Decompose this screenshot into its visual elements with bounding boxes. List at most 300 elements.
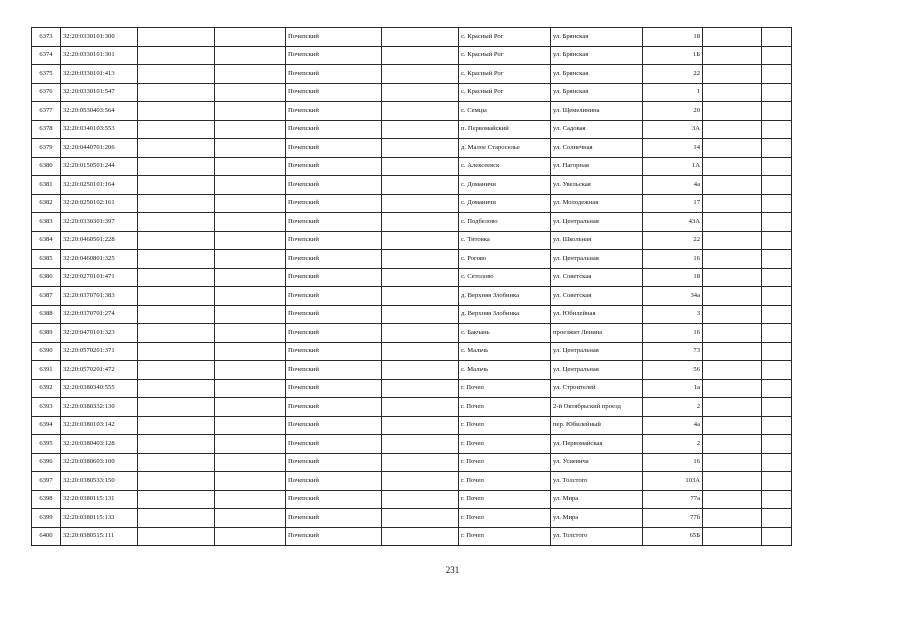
cell-cadastral-number: 32:20:0330101:413 bbox=[61, 65, 138, 84]
cell-empty-col-10 bbox=[703, 287, 762, 306]
cell-district: Почепский bbox=[286, 398, 382, 417]
cell-empty-col-4 bbox=[215, 324, 286, 343]
cell-empty-col-4 bbox=[215, 157, 286, 176]
cell-row-number: 6386 bbox=[32, 268, 61, 287]
cell-house-number: 17 bbox=[643, 194, 703, 213]
cell-row-number: 6395 bbox=[32, 435, 61, 454]
cell-empty-col-4 bbox=[215, 120, 286, 139]
cell-empty-col-10 bbox=[703, 65, 762, 84]
table-row bbox=[32, 342, 792, 361]
cell-cadastral-number: 32:20:0370701:274 bbox=[61, 305, 138, 324]
cell-settlement: с. Красный Рог bbox=[459, 65, 551, 84]
cell-empty-col-3 bbox=[138, 379, 215, 398]
cell-row-number: 6378 bbox=[32, 120, 61, 139]
cell-empty-col-10 bbox=[703, 139, 762, 158]
cell-empty-col-10 bbox=[703, 213, 762, 232]
cell-settlement: с. Красный Рог bbox=[459, 28, 551, 47]
cell-empty-col-6 bbox=[382, 231, 459, 250]
cell-row-number: 6382 bbox=[32, 194, 61, 213]
cell-cadastral-number: 32:20:0570201:472 bbox=[61, 361, 138, 380]
cell-district: Почепский bbox=[286, 176, 382, 195]
cell-street: ул. Солнечная bbox=[551, 139, 643, 158]
cell-street: ул. Центральная bbox=[551, 342, 643, 361]
cell-street: ул. Толстого bbox=[551, 472, 643, 491]
cell-settlement: г. Почеп bbox=[459, 379, 551, 398]
cell-house-number: 22 bbox=[643, 65, 703, 84]
cell-district: Почепский bbox=[286, 509, 382, 528]
cell-empty-col-3 bbox=[138, 28, 215, 47]
cell-empty-col-11 bbox=[762, 379, 792, 398]
cell-street: ул. Центральная bbox=[551, 361, 643, 380]
cell-empty-col-3 bbox=[138, 472, 215, 491]
table-row bbox=[32, 213, 792, 232]
table-row bbox=[32, 28, 792, 47]
cell-house-number: 16 bbox=[643, 453, 703, 472]
cell-street: ул. Центральная bbox=[551, 250, 643, 269]
cell-empty-col-6 bbox=[382, 194, 459, 213]
cell-empty-col-11 bbox=[762, 361, 792, 380]
cell-cadastral-number: 32:20:0470101:323 bbox=[61, 324, 138, 343]
table-row bbox=[32, 305, 792, 324]
cell-house-number: 18 bbox=[643, 268, 703, 287]
cell-settlement: с. Мальчь bbox=[459, 361, 551, 380]
cell-row-number: 6377 bbox=[32, 102, 61, 121]
cell-row-number: 6373 bbox=[32, 28, 61, 47]
cell-empty-col-3 bbox=[138, 157, 215, 176]
cell-empty-col-11 bbox=[762, 472, 792, 491]
cell-cadastral-number: 32:20:0570201:371 bbox=[61, 342, 138, 361]
cell-street: ул. Юбилейная bbox=[551, 305, 643, 324]
cell-street: ул. Строителей bbox=[551, 379, 643, 398]
cell-empty-col-6 bbox=[382, 28, 459, 47]
cell-empty-col-4 bbox=[215, 28, 286, 47]
cell-district: Почепский bbox=[286, 379, 382, 398]
cell-empty-col-3 bbox=[138, 490, 215, 509]
cell-settlement: с. Семцы bbox=[459, 102, 551, 121]
cell-empty-col-10 bbox=[703, 250, 762, 269]
cell-house-number: 73 bbox=[643, 342, 703, 361]
cell-empty-col-4 bbox=[215, 453, 286, 472]
cell-district: Почепский bbox=[286, 305, 382, 324]
cell-empty-col-11 bbox=[762, 342, 792, 361]
table-row bbox=[32, 139, 792, 158]
cell-house-number: 1А bbox=[643, 157, 703, 176]
cell-empty-col-10 bbox=[703, 305, 762, 324]
cell-district: Почепский bbox=[286, 287, 382, 306]
cell-house-number: 14 bbox=[643, 139, 703, 158]
cell-empty-col-6 bbox=[382, 250, 459, 269]
cell-settlement: д. Верхняя Злобинка bbox=[459, 305, 551, 324]
cell-empty-col-4 bbox=[215, 398, 286, 417]
cell-street: ул. Нагорная bbox=[551, 157, 643, 176]
cell-district: Почепский bbox=[286, 453, 382, 472]
cell-settlement: д. Малое Староселье bbox=[459, 139, 551, 158]
cell-street: ул. Брянская bbox=[551, 28, 643, 47]
cell-empty-col-4 bbox=[215, 379, 286, 398]
cell-house-number: 1а bbox=[643, 379, 703, 398]
cell-empty-col-11 bbox=[762, 83, 792, 102]
cell-district: Почепский bbox=[286, 213, 382, 232]
cell-empty-col-4 bbox=[215, 509, 286, 528]
cell-empty-col-4 bbox=[215, 250, 286, 269]
cell-settlement: г. Почеп bbox=[459, 509, 551, 528]
cell-settlement: г. Почеп bbox=[459, 472, 551, 491]
cell-house-number: 1 bbox=[643, 83, 703, 102]
cell-empty-col-11 bbox=[762, 435, 792, 454]
cell-empty-col-11 bbox=[762, 527, 792, 546]
table-row bbox=[32, 324, 792, 343]
cell-empty-col-3 bbox=[138, 120, 215, 139]
cell-empty-col-6 bbox=[382, 268, 459, 287]
cell-street: ул. Увельская bbox=[551, 176, 643, 195]
cell-street: ул. Молодежная bbox=[551, 194, 643, 213]
cell-empty-col-10 bbox=[703, 453, 762, 472]
cell-empty-col-10 bbox=[703, 416, 762, 435]
register-table-body bbox=[32, 28, 792, 546]
cell-cadastral-number: 32:20:0380603:100 bbox=[61, 453, 138, 472]
cell-street: ул. Садовая bbox=[551, 120, 643, 139]
cell-row-number: 6375 bbox=[32, 65, 61, 84]
cell-empty-col-4 bbox=[215, 213, 286, 232]
cell-empty-col-6 bbox=[382, 342, 459, 361]
cell-street: ул. Советская bbox=[551, 287, 643, 306]
cell-district: Почепский bbox=[286, 435, 382, 454]
cell-empty-col-6 bbox=[382, 527, 459, 546]
table-row bbox=[32, 509, 792, 528]
cell-settlement: с. Бакчань bbox=[459, 324, 551, 343]
cell-district: Почепский bbox=[286, 28, 382, 47]
table-row bbox=[32, 435, 792, 454]
cell-empty-col-10 bbox=[703, 324, 762, 343]
cell-empty-col-4 bbox=[215, 268, 286, 287]
cell-district: Почепский bbox=[286, 231, 382, 250]
cell-settlement: г. Почеп bbox=[459, 435, 551, 454]
cell-empty-col-3 bbox=[138, 398, 215, 417]
cell-empty-col-11 bbox=[762, 416, 792, 435]
cell-empty-col-4 bbox=[215, 305, 286, 324]
table-row bbox=[32, 65, 792, 84]
cell-cadastral-number: 32:20:0380115:131 bbox=[61, 490, 138, 509]
cell-empty-col-10 bbox=[703, 46, 762, 65]
cell-street: ул. Школьная bbox=[551, 231, 643, 250]
cell-empty-col-4 bbox=[215, 490, 286, 509]
cell-empty-col-3 bbox=[138, 416, 215, 435]
table-row bbox=[32, 231, 792, 250]
register-table bbox=[31, 27, 792, 546]
cell-empty-col-6 bbox=[382, 453, 459, 472]
cell-settlement: г. Почеп bbox=[459, 453, 551, 472]
cell-empty-col-6 bbox=[382, 46, 459, 65]
cell-street: ул. Центральная bbox=[551, 213, 643, 232]
cell-empty-col-10 bbox=[703, 342, 762, 361]
cell-row-number: 6396 bbox=[32, 453, 61, 472]
cell-district: Почепский bbox=[286, 120, 382, 139]
cell-row-number: 6391 bbox=[32, 361, 61, 380]
cell-row-number: 6398 bbox=[32, 490, 61, 509]
cell-empty-col-10 bbox=[703, 102, 762, 121]
cell-settlement: с. Рогово bbox=[459, 250, 551, 269]
cell-row-number: 6400 bbox=[32, 527, 61, 546]
cell-street: ул. Усиевича bbox=[551, 453, 643, 472]
cell-house-number: 3А bbox=[643, 120, 703, 139]
cell-cadastral-number: 32:20:0330301:397 bbox=[61, 213, 138, 232]
cell-empty-col-3 bbox=[138, 305, 215, 324]
table-row bbox=[32, 527, 792, 546]
cell-settlement: с. Красный Рог bbox=[459, 46, 551, 65]
cell-row-number: 6376 bbox=[32, 83, 61, 102]
cell-empty-col-11 bbox=[762, 28, 792, 47]
table-row bbox=[32, 102, 792, 121]
cell-cadastral-number: 32:20:0250102:161 bbox=[61, 194, 138, 213]
cell-street: ул. Брянская bbox=[551, 83, 643, 102]
cell-empty-col-6 bbox=[382, 83, 459, 102]
cell-street: ул. Брянская bbox=[551, 46, 643, 65]
cell-empty-col-10 bbox=[703, 120, 762, 139]
cell-empty-col-11 bbox=[762, 305, 792, 324]
cell-empty-col-11 bbox=[762, 120, 792, 139]
cell-settlement: г. Почеп bbox=[459, 398, 551, 417]
cell-empty-col-3 bbox=[138, 231, 215, 250]
cell-empty-col-4 bbox=[215, 65, 286, 84]
table-row bbox=[32, 268, 792, 287]
cell-cadastral-number: 32:20:0380533:150 bbox=[61, 472, 138, 491]
cell-district: Почепский bbox=[286, 250, 382, 269]
cell-empty-col-11 bbox=[762, 194, 792, 213]
cell-empty-col-10 bbox=[703, 435, 762, 454]
cell-empty-col-11 bbox=[762, 398, 792, 417]
cell-cadastral-number: 32:20:0150501:244 bbox=[61, 157, 138, 176]
cell-empty-col-6 bbox=[382, 361, 459, 380]
cell-empty-col-4 bbox=[215, 472, 286, 491]
cell-empty-col-4 bbox=[215, 139, 286, 158]
cell-house-number: 4а bbox=[643, 176, 703, 195]
cell-empty-col-11 bbox=[762, 46, 792, 65]
cell-empty-col-10 bbox=[703, 157, 762, 176]
cell-row-number: 6380 bbox=[32, 157, 61, 176]
cell-empty-col-4 bbox=[215, 416, 286, 435]
table-row bbox=[32, 361, 792, 380]
cell-empty-col-11 bbox=[762, 65, 792, 84]
cell-cadastral-number: 32:20:0340103:553 bbox=[61, 120, 138, 139]
cell-street: ул. Мира bbox=[551, 490, 643, 509]
cell-empty-col-10 bbox=[703, 83, 762, 102]
cell-empty-col-4 bbox=[215, 194, 286, 213]
cell-empty-col-3 bbox=[138, 250, 215, 269]
cell-row-number: 6388 bbox=[32, 305, 61, 324]
cell-settlement: г. Почеп bbox=[459, 490, 551, 509]
cell-empty-col-6 bbox=[382, 65, 459, 84]
cell-row-number: 6393 bbox=[32, 398, 61, 417]
cell-empty-col-10 bbox=[703, 527, 762, 546]
cell-empty-col-11 bbox=[762, 490, 792, 509]
cell-empty-col-3 bbox=[138, 139, 215, 158]
cell-empty-col-10 bbox=[703, 176, 762, 195]
cell-street: ул. Брянская bbox=[551, 65, 643, 84]
cell-empty-col-11 bbox=[762, 176, 792, 195]
cell-house-number: 4а bbox=[643, 416, 703, 435]
cell-empty-col-10 bbox=[703, 472, 762, 491]
cell-row-number: 6394 bbox=[32, 416, 61, 435]
cell-street: пер. Юбилейный bbox=[551, 416, 643, 435]
cell-house-number: 103А bbox=[643, 472, 703, 491]
cell-empty-col-4 bbox=[215, 176, 286, 195]
cell-settlement: с. Сетолово bbox=[459, 268, 551, 287]
cell-empty-col-3 bbox=[138, 527, 215, 546]
cell-empty-col-10 bbox=[703, 268, 762, 287]
cell-row-number: 6390 bbox=[32, 342, 61, 361]
cell-empty-col-11 bbox=[762, 268, 792, 287]
cell-cadastral-number: 32:20:0250101:164 bbox=[61, 176, 138, 195]
cell-row-number: 6383 bbox=[32, 213, 61, 232]
cell-empty-col-6 bbox=[382, 324, 459, 343]
cell-empty-col-6 bbox=[382, 435, 459, 454]
cell-row-number: 6399 bbox=[32, 509, 61, 528]
cell-empty-col-3 bbox=[138, 194, 215, 213]
cell-empty-col-3 bbox=[138, 435, 215, 454]
cell-empty-col-4 bbox=[215, 527, 286, 546]
table-row bbox=[32, 490, 792, 509]
cell-settlement: с. Алексеевск bbox=[459, 157, 551, 176]
cell-empty-col-6 bbox=[382, 509, 459, 528]
cell-district: Почепский bbox=[286, 490, 382, 509]
cell-empty-col-10 bbox=[703, 398, 762, 417]
cell-cadastral-number: 32:20:0380515:111 bbox=[61, 527, 138, 546]
cell-street: проезжит Ленина bbox=[551, 324, 643, 343]
cell-empty-col-6 bbox=[382, 379, 459, 398]
cell-settlement: с. Титовка bbox=[459, 231, 551, 250]
cell-district: Почепский bbox=[286, 83, 382, 102]
cell-empty-col-4 bbox=[215, 287, 286, 306]
cell-empty-col-11 bbox=[762, 453, 792, 472]
cell-empty-col-3 bbox=[138, 342, 215, 361]
cell-row-number: 6389 bbox=[32, 324, 61, 343]
cell-street: ул. Толстого bbox=[551, 527, 643, 546]
cell-street: ул. Щемелинина bbox=[551, 102, 643, 121]
cell-empty-col-4 bbox=[215, 83, 286, 102]
cell-row-number: 6374 bbox=[32, 46, 61, 65]
cell-empty-col-10 bbox=[703, 231, 762, 250]
cell-house-number: 16 bbox=[643, 250, 703, 269]
cell-street: ул. Мира bbox=[551, 509, 643, 528]
page-number: 231 bbox=[445, 565, 460, 575]
cell-row-number: 6379 bbox=[32, 139, 61, 158]
cell-empty-col-3 bbox=[138, 83, 215, 102]
cell-settlement: д. Верхняя Злобинка bbox=[459, 287, 551, 306]
cell-empty-col-3 bbox=[138, 268, 215, 287]
cell-settlement: с. Доманичи bbox=[459, 194, 551, 213]
cell-empty-col-6 bbox=[382, 176, 459, 195]
table-row bbox=[32, 46, 792, 65]
cell-empty-col-10 bbox=[703, 509, 762, 528]
cell-empty-col-6 bbox=[382, 287, 459, 306]
cell-street: ул. Советская bbox=[551, 268, 643, 287]
cell-cadastral-number: 32:20:0460501:228 bbox=[61, 231, 138, 250]
cell-empty-col-4 bbox=[215, 46, 286, 65]
cell-empty-col-11 bbox=[762, 213, 792, 232]
cell-empty-col-4 bbox=[215, 231, 286, 250]
cell-district: Почепский bbox=[286, 46, 382, 65]
cell-cadastral-number: 32:20:0380115:133 bbox=[61, 509, 138, 528]
cell-house-number: 77б bbox=[643, 509, 703, 528]
cell-empty-col-6 bbox=[382, 398, 459, 417]
cell-empty-col-10 bbox=[703, 490, 762, 509]
cell-settlement: с. Мальчь bbox=[459, 342, 551, 361]
cell-settlement: с. Красный Рог bbox=[459, 83, 551, 102]
cell-cadastral-number: 32:20:0380103:142 bbox=[61, 416, 138, 435]
cell-cadastral-number: 32:20:0380340:555 bbox=[61, 379, 138, 398]
cell-empty-col-11 bbox=[762, 102, 792, 121]
cell-cadastral-number: 32:20:0330101:547 bbox=[61, 83, 138, 102]
cell-row-number: 6387 bbox=[32, 287, 61, 306]
cell-row-number: 6392 bbox=[32, 379, 61, 398]
cell-house-number: 34а bbox=[643, 287, 703, 306]
cell-empty-col-6 bbox=[382, 472, 459, 491]
cell-empty-col-6 bbox=[382, 139, 459, 158]
table-row bbox=[32, 453, 792, 472]
cell-empty-col-3 bbox=[138, 65, 215, 84]
cell-empty-col-3 bbox=[138, 102, 215, 121]
cell-cadastral-number: 32:20:0380332:130 bbox=[61, 398, 138, 417]
cell-settlement: с. Подбелово bbox=[459, 213, 551, 232]
cell-settlement: с. Доманичи bbox=[459, 176, 551, 195]
cell-house-number: 2 bbox=[643, 398, 703, 417]
cell-settlement: п. Первомайский bbox=[459, 120, 551, 139]
cell-empty-col-4 bbox=[215, 435, 286, 454]
cell-district: Почепский bbox=[286, 527, 382, 546]
cell-empty-col-4 bbox=[215, 361, 286, 380]
cell-cadastral-number: 32:20:0330101:300 bbox=[61, 28, 138, 47]
cell-house-number: 56 bbox=[643, 361, 703, 380]
cell-empty-col-11 bbox=[762, 509, 792, 528]
cell-house-number: 20 bbox=[643, 102, 703, 121]
cell-empty-col-3 bbox=[138, 509, 215, 528]
cell-empty-col-3 bbox=[138, 176, 215, 195]
cell-house-number: 65Б bbox=[643, 527, 703, 546]
cell-cadastral-number: 32:20:0440701:206 bbox=[61, 139, 138, 158]
cell-district: Почепский bbox=[286, 65, 382, 84]
cell-street: ул. Первомайская bbox=[551, 435, 643, 454]
cell-district: Почепский bbox=[286, 157, 382, 176]
cell-cadastral-number: 32:20:0270101:471 bbox=[61, 268, 138, 287]
cell-empty-col-11 bbox=[762, 139, 792, 158]
cell-empty-col-3 bbox=[138, 453, 215, 472]
cell-district: Почепский bbox=[286, 416, 382, 435]
cell-district: Почепский bbox=[286, 102, 382, 121]
cell-empty-col-3 bbox=[138, 324, 215, 343]
cell-empty-col-6 bbox=[382, 102, 459, 121]
cell-district: Почепский bbox=[286, 361, 382, 380]
cell-row-number: 6385 bbox=[32, 250, 61, 269]
cell-empty-col-10 bbox=[703, 28, 762, 47]
cell-house-number: 1Б bbox=[643, 46, 703, 65]
table-row bbox=[32, 379, 792, 398]
cell-row-number: 6381 bbox=[32, 176, 61, 195]
table-row bbox=[32, 472, 792, 491]
cell-district: Почепский bbox=[286, 472, 382, 491]
table-row bbox=[32, 194, 792, 213]
cell-empty-col-10 bbox=[703, 194, 762, 213]
cell-street: 2-й Октябрьский проезд bbox=[551, 398, 643, 417]
cell-empty-col-6 bbox=[382, 490, 459, 509]
cell-empty-col-6 bbox=[382, 305, 459, 324]
cell-house-number: 77а bbox=[643, 490, 703, 509]
cell-district: Почепский bbox=[286, 324, 382, 343]
cell-empty-col-10 bbox=[703, 379, 762, 398]
cell-settlement: г. Почеп bbox=[459, 416, 551, 435]
table-row bbox=[32, 416, 792, 435]
cell-house-number: 16 bbox=[643, 324, 703, 343]
table-row bbox=[32, 250, 792, 269]
